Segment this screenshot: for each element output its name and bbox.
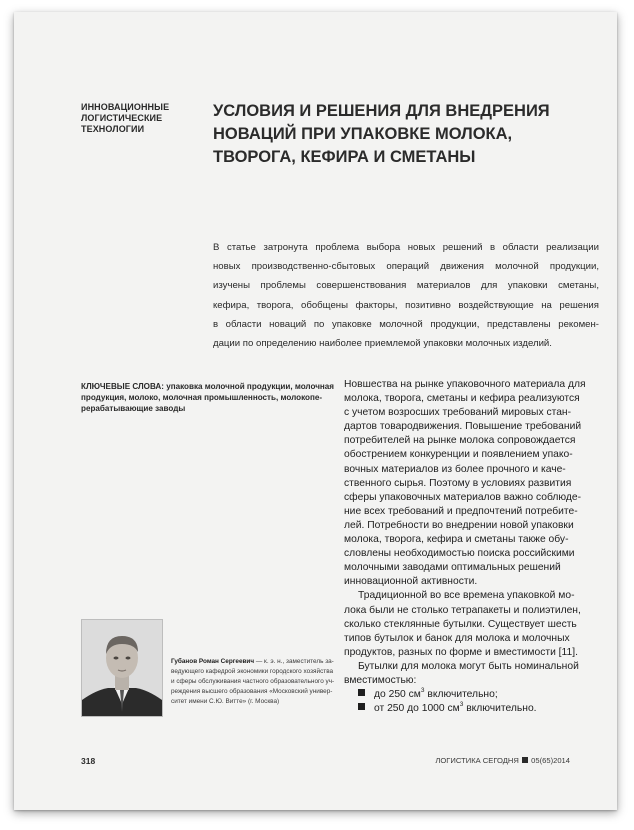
body-line: лей. Потребности во внедрении новой упаковки	[344, 519, 574, 531]
abstract-line: в области новаций по упаковке молочной продукции, представлены рекомен-	[213, 318, 599, 330]
body-line: потребителей на рынке молока сопровождается	[344, 435, 576, 447]
abstract-line: кефира, творога, обобщены факторы, позитивно воздействующие на решения	[213, 299, 599, 311]
bullet-square-icon	[358, 703, 365, 710]
body-line: инновационной активности.	[344, 576, 478, 588]
abstract-line: новых производственно-сбытовых операций движения молочной продукции,	[213, 261, 599, 273]
abstract-line: изучены проблемы совершенствования материалов для упаковки сметаны,	[213, 280, 599, 292]
article-page	[14, 12, 617, 810]
body-line: Бутылки для молока могут быть номинальной	[358, 660, 579, 672]
abstract-line: дации по определению наиболее приемлемой упаковки молочных изделий.	[213, 338, 552, 350]
article-title-line: НОВАЦИЙ ПРИ УПАКОВКЕ МОЛОКА,	[213, 125, 513, 143]
author-name: Губанов Роман Сергеевич	[171, 658, 255, 665]
keywords-block	[81, 381, 335, 414]
author-info	[171, 657, 336, 707]
body-line: ние всех требований и предпочтений потребите-	[344, 505, 578, 517]
author-line: и сферы обслуживания частного образовательного уч-	[171, 678, 335, 685]
body-line: сколько стеклянные бутылки. Существует шесть	[344, 618, 577, 630]
bullet-square-icon	[358, 689, 365, 696]
body-line: сферы упаковочных материалов важно соблюде-	[344, 491, 582, 503]
author-photo	[81, 619, 163, 717]
list-item: до 250 $см^3$ включительно;	[344, 688, 602, 702]
keywords-label: КЛЮЧЕВЫЕ СЛОВА:	[81, 382, 164, 391]
section-label-line: ТЕХНОЛОГИИ	[81, 124, 145, 134]
section-label-line: ИННОВАЦИОННЫЕ	[81, 102, 170, 112]
body-line: лока были не столько тетрапакеты и полиэтилен,	[344, 604, 581, 616]
body-line: молока, творога, кефира и сметаны также обу-	[344, 534, 569, 546]
keywords-line: рерабатывающие заводы	[81, 404, 186, 413]
body-line: Новшества на рынке упаковочного материала для	[344, 379, 586, 390]
author-line: реждения высшего образования «Московский универ-	[171, 688, 333, 695]
section-label-line: ЛОГИСТИЧЕСКИЕ	[81, 113, 163, 123]
body-line: ственного сырья. Поэтому в условиях развития	[344, 477, 572, 489]
body-line: дартов товародвижения. Повышение требований	[344, 421, 582, 433]
body-line: молочными заводами оптимальных решений	[344, 562, 561, 574]
keywords-line: упаковка молочной продукции, молочная	[166, 382, 335, 391]
body-line: молока, творога, сметаны и кефира реализуются	[344, 393, 580, 405]
separator-square-icon	[522, 757, 528, 763]
body-line: обострением конкуренции и появлением упако-	[344, 449, 573, 461]
list-item: от 250 до 1000 $см^3$ включительно.	[344, 702, 602, 716]
section-label	[81, 102, 181, 135]
abstract	[213, 238, 599, 353]
body-line: вместимостью:	[344, 674, 417, 686]
article-title-line: ТВОРОГА, КЕФИРА И СМЕТАНЫ	[213, 148, 476, 166]
page-number: 318	[81, 756, 96, 766]
body-line: словлены необходимостью поиска российскими	[344, 548, 575, 560]
body-line: Традиционной во все времена упаковкой мо-	[358, 590, 575, 602]
keywords-line: продукция, молоко, молочная промышленность, молокопе-	[81, 393, 323, 402]
body-text	[344, 378, 602, 716]
author-line: ведующего кафедрой экономики городского хозяйства	[171, 668, 334, 675]
body-line: продуктов, разных по форме и вместимости [11].	[344, 646, 578, 658]
author-line: ситет имени С.Ю. Витте» (г. Москва)	[171, 698, 280, 705]
abstract-line: В статье затронута проблема выбора новых решений в области реализации	[213, 242, 599, 253]
body-line: с учетом возросших требований мировых стан-	[344, 407, 572, 419]
journal-footer	[435, 756, 570, 765]
body-line: вочных материалов из более прочного и каче-	[344, 463, 566, 475]
author-line: — к. э. н., заместитель за-	[254, 658, 334, 665]
author-portrait-icon	[82, 620, 162, 716]
journal-name: ЛОГИСТИКА СЕГОДНЯ	[435, 756, 519, 765]
body-line: типов бутылок и банок для молока и молочных	[344, 632, 570, 644]
journal-issue: 05(65)2014	[531, 756, 570, 765]
article-title-line: УСЛОВИЯ И РЕШЕНИЯ ДЛЯ ВНЕДРЕНИЯ	[213, 102, 550, 120]
article-title	[213, 100, 603, 169]
